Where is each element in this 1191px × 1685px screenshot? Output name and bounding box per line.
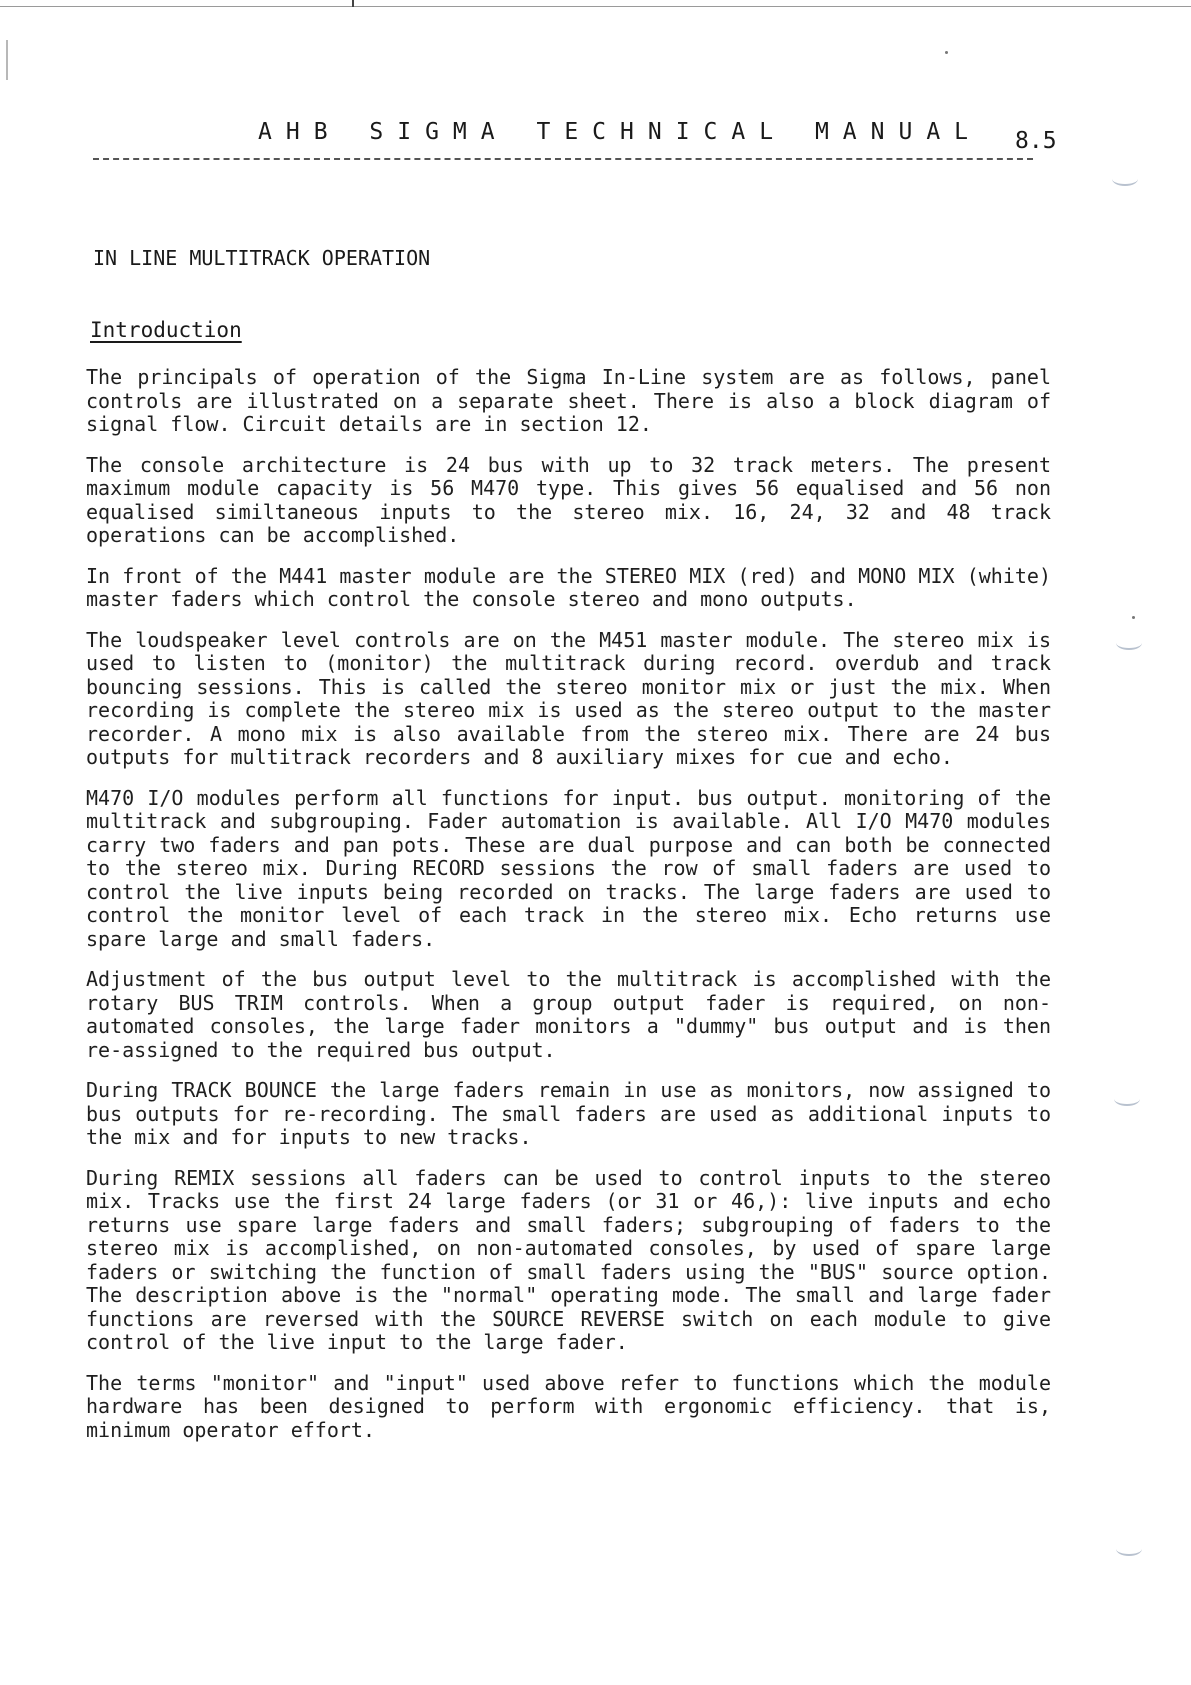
margin-mark bbox=[1116, 1542, 1142, 1556]
paragraph-9: The terms "monitor" and "input" used above refer to functions which the module hardware has been designed to perform with ergonomic efficiency. that is, minimum operator effort. bbox=[86, 1370, 1051, 1442]
paragraph-4: The loudspeaker level controls are on the M451 master module. The stereo mix is used to listen to (monitor) the multitrack during record. overdub and track bouncing sessions. This is called the stereo monitor mix or just the mix. When recording is complete the stereo mix is used as the stereo output to the master recorder. A mono mix is also available from the stereo mix. There are 24 bus outputs for multitrack recorders and 8 auxiliary mixes for cue and echo. bbox=[86, 627, 1051, 769]
margin-dot bbox=[1132, 616, 1135, 619]
paragraph-1: The principals of operation of the Sigma In-Line system are as follows, panel controls are illustrated on a separate sheet. There is also a block diagram of signal flow. Circuit details are in section 12. bbox=[86, 365, 1051, 436]
paragraph-8: During REMIX sessions all faders can be used to control inputs to the stereo mix. Tracks use the first 24 large faders (or 31 or 46,): live inputs and echo returns use spare large faders and small faders; subgrouping of faders to the stereo mix is accomplished, on non-automated consoles, by used of spare large faders or switching the function of small faders using the "BUS" source option. The description above is the "normal" operating mode. The small and large fader functions are reversed with the SOURCE REVERSE switch on each module to give control of the live input to the large fader. bbox=[86, 1165, 1051, 1354]
paragraph-7: During TRACK BOUNCE the large faders remain in use as monitors, now assigned to bus outputs for re-recording. The small faders are used as additional inputs to the mix and for inputs to new tracks. bbox=[86, 1078, 1051, 1149]
paragraph-6: Adjustment of the bus output level to the multitrack is accomplished with the rotary BUS TRIM controls. When a group output fader is required, on non-automated consoles, the large fader monitors a "dummy" bus output and is then re-assigned to the required bus output. bbox=[86, 967, 1051, 1062]
margin-mark bbox=[1112, 172, 1138, 186]
subheading-introduction: Introduction bbox=[90, 318, 242, 342]
body-text bbox=[86, 366, 1051, 1459]
top-scan-tick bbox=[352, 0, 354, 7]
margin-mark bbox=[1114, 1092, 1140, 1106]
margin-mark bbox=[1116, 636, 1142, 650]
left-scan-edge bbox=[6, 40, 8, 80]
margin-dot bbox=[945, 51, 948, 54]
top-scan-edge bbox=[0, 6, 1191, 7]
paragraph-3: In front of the M441 master module are the STEREO MIX (red) and MONO MIX (white) master faders which control the console stereo and mono outputs. bbox=[86, 563, 1051, 611]
manual-title: AHB SIGMA TECHNICAL MANUAL bbox=[258, 119, 983, 145]
paragraph-2: The console architecture is 24 bus with up to 32 track meters. The present maximum module capacity is 56 M470 type. This gives 56 equalised and 56 non equalised similtaneous inputs to the stereo mix. 16, 24, 32 and 48 track operations can be accomplished. bbox=[86, 452, 1051, 547]
section-title: IN LINE MULTITRACK OPERATION bbox=[93, 246, 431, 270]
page-number: 8.5 bbox=[1015, 128, 1057, 154]
paragraph-5: M470 I/O modules perform all functions for input. bus output. monitoring of the multitrack and subgrouping. Fader automation is available. All I/O M470 modules carry two faders and pan pots. These are dual purpose and can both be connected to the stereo mix. During RECORD sessions the row of small faders are used to control the live inputs being recorded on tracks. The large faders are used to control the monitor level of each track in the stereo mix. Echo returns use spare large and small faders. bbox=[86, 785, 1051, 951]
header-divider bbox=[93, 158, 1033, 160]
